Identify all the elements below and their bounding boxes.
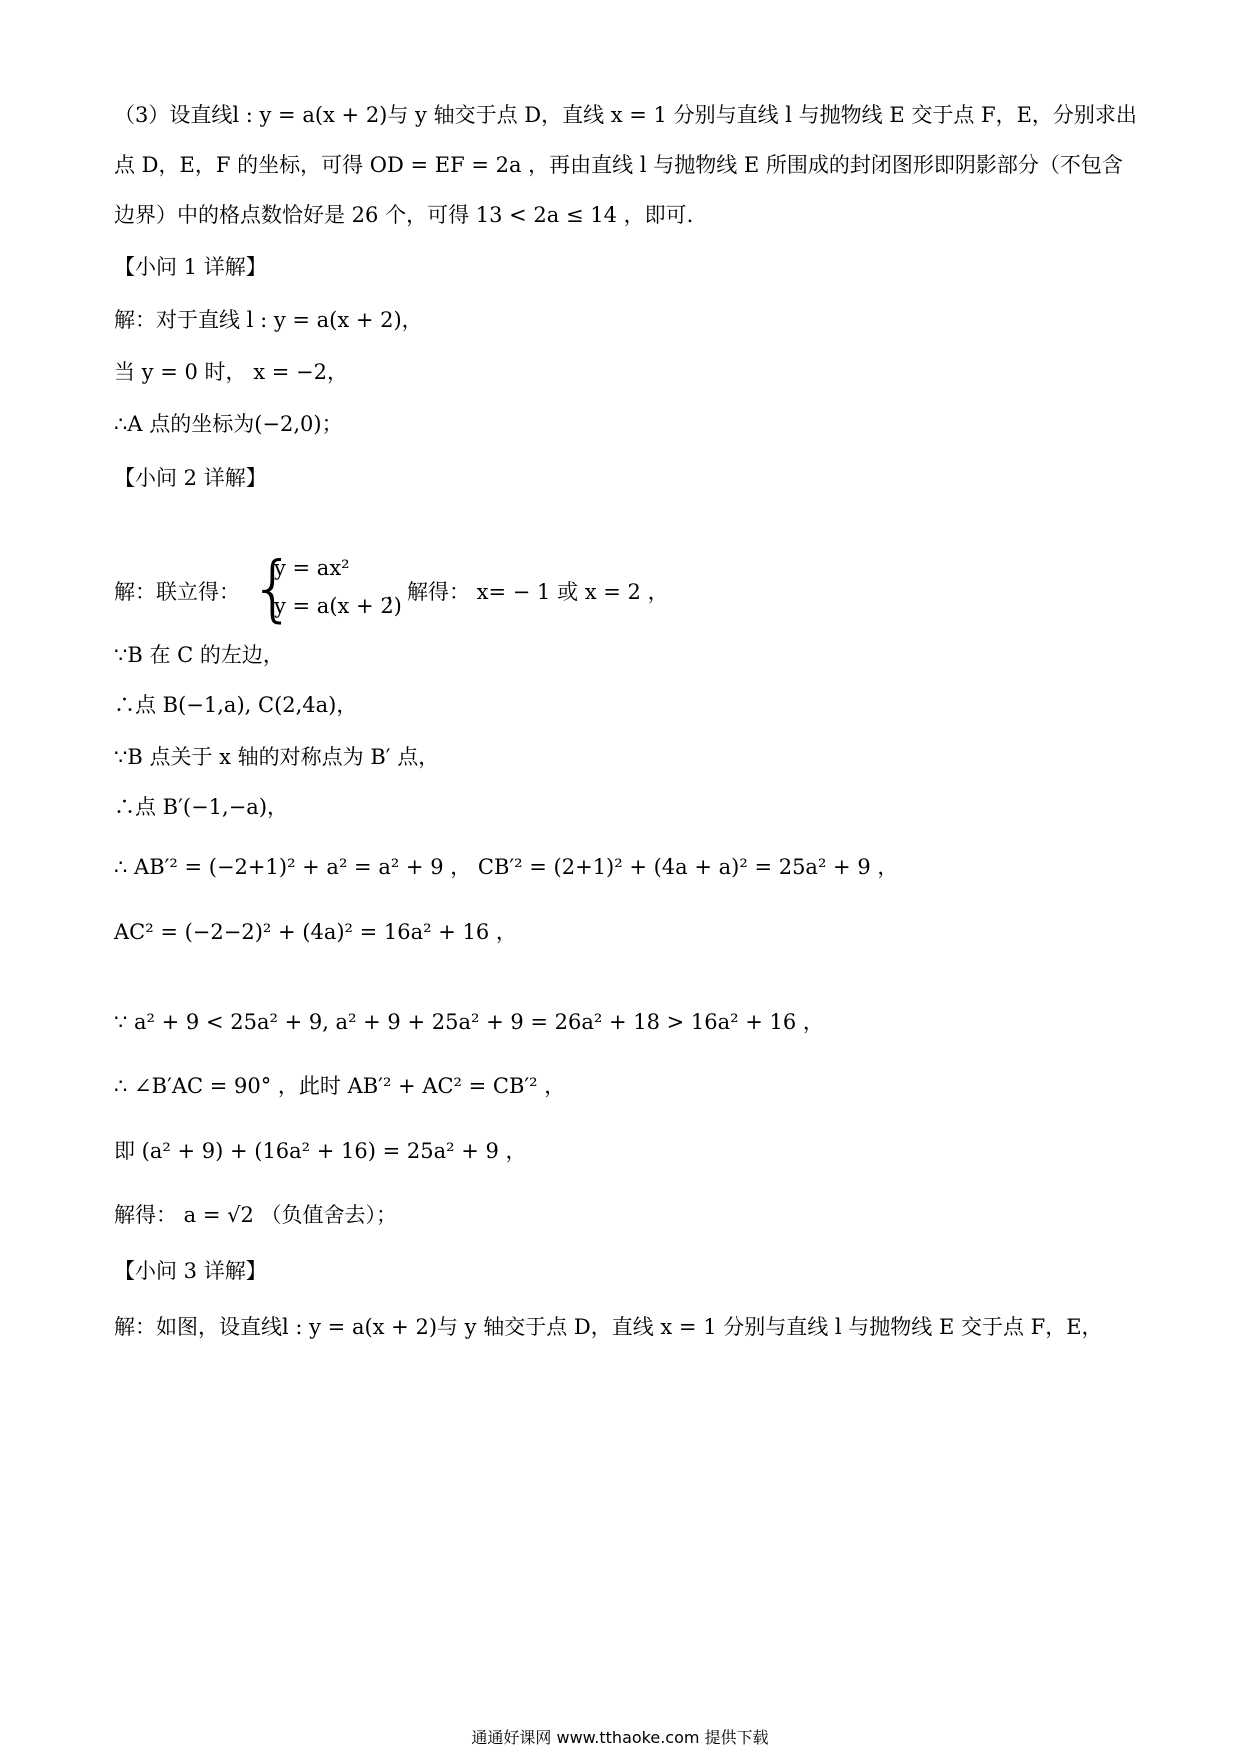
text-line: ∵ a² + 9 < 25a² + 9, a² + 9 + 25a² + 9 = 26a² + 18 > 16a² + 16 ，: [114, 1010, 824, 1034]
section-heading: 【小问 3 详解】: [114, 1259, 267, 1283]
text-line: ∴ ∠B′AC = 90° ，此时 AB′² + AC² = CB′² ，: [114, 1074, 566, 1098]
section-heading: 【小问 1 详解】: [114, 255, 267, 279]
text-line: （3）设直线l : y = a(x + 2)与 y 轴交于点 D，直线 x = 1 分别与直线 l 与抛物线 E 交于点 F，E，分别求出: [114, 103, 1137, 127]
page-footer: 通通好课网 www.tthaoke.com 提供下载: [471, 1728, 769, 1747]
system-solution: ，解得： x= − 1 或 x = 2 ，: [386, 580, 669, 604]
text-line: ∴ AB′² = (−2+1)² + a² = a² + 9 ， CB′² = (2+1)² + (4a + a)² = 25a² + 9 ，: [114, 855, 899, 879]
text-line: AC² = (−2−2)² + (4a)² = 16a² + 16 ，: [114, 920, 517, 944]
system-label: 解：联立得：: [114, 580, 240, 604]
text-line: 解得： a = √2 （负值舍去）；: [114, 1203, 398, 1227]
text-line: ∴点 B(−1,a), C(2,4a)，: [114, 693, 358, 717]
section-heading: 【小问 2 详解】: [114, 466, 267, 490]
text-line: 点 D，E，F 的坐标，可得 OD = EF = 2a ，再由直线 l 与抛物线 E 所围成的封闭图形即阴影部分（不包含: [114, 153, 1123, 177]
text-line: ∵B 在 C 的左边，: [114, 643, 284, 667]
text-line: ∴A 点的坐标为(−2,0)；: [114, 412, 343, 436]
text-line: 解：如图，设直线l : y = a(x + 2)与 y 轴交于点 D，直线 x = 1 分别与直线 l 与抛物线 E 交于点 F，E，: [114, 1315, 1103, 1339]
system-equation-2: y = a(x + 2): [274, 594, 402, 618]
text-line: 解：对于直线 l : y = a(x + 2)，: [114, 308, 423, 332]
system-equation-1: y = ax²: [274, 556, 350, 580]
text-line: 即 (a² + 9) + (16a² + 16) = 25a² + 9 ，: [114, 1139, 527, 1163]
text-line: 边界）中的格点数恰好是 26 个，可得 13 < 2a ≤ 14 ，即可.: [114, 203, 694, 227]
text-line: ∵B 点关于 x 轴的对称点为 B′ 点，: [114, 745, 440, 769]
brace-icon: {: [250, 546, 296, 630]
text-line: ∴点 B′(−1,−a)，: [114, 795, 289, 819]
text-line: 当 y = 0 时， x = −2，: [114, 360, 348, 384]
